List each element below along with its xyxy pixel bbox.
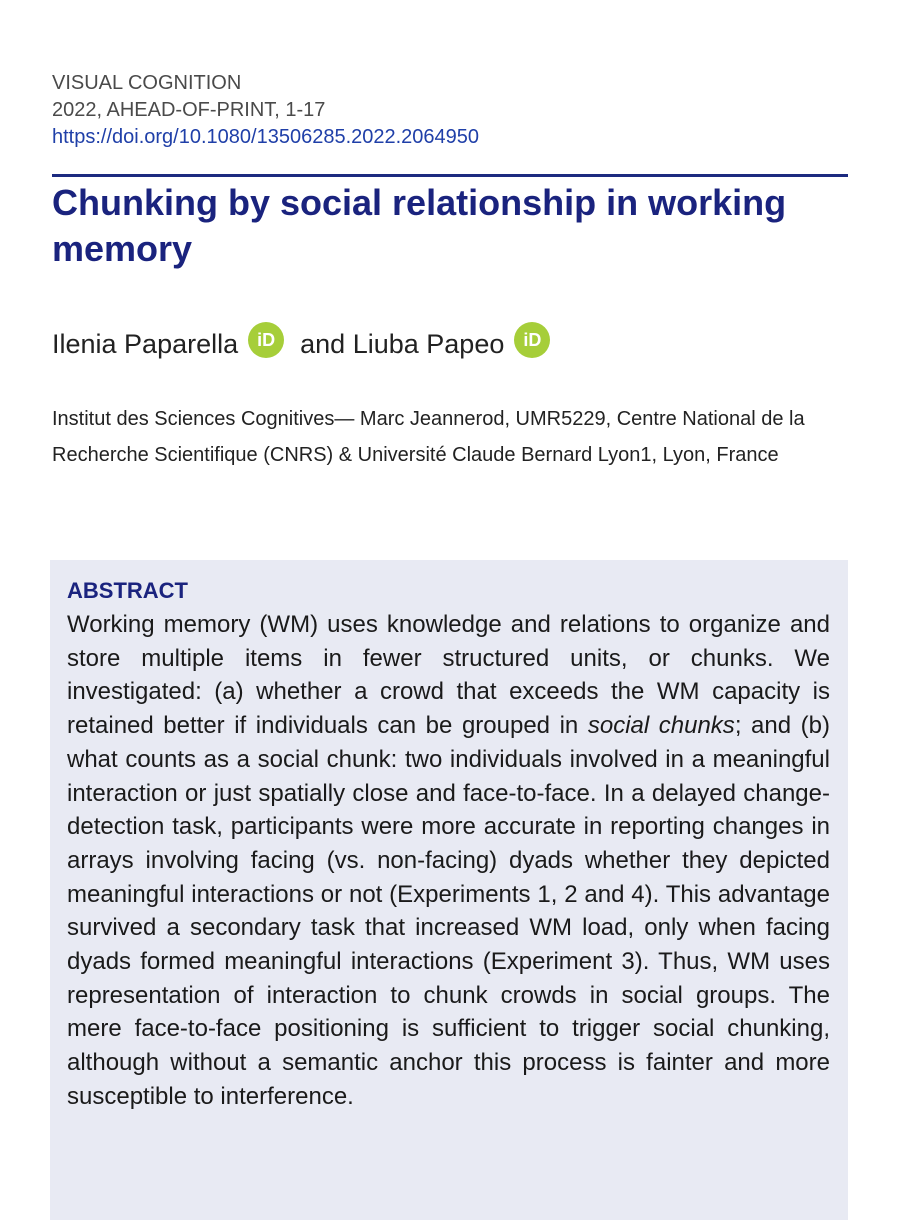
abstract-heading: ABSTRACT: [67, 578, 188, 603]
affiliation: Institut des Sciences Cognitives— Marc Jeannerod, UMR5229, Centre National de la Recherche Scientifique (CNRS) & Université Claude Bernard Lyon1, Lyon, France: [52, 408, 805, 466]
author-connector: and: [300, 329, 346, 359]
author-list: [52, 322, 550, 366]
abstract-text-part: Working memory (WM) uses knowledge and relations to organize and store multiple items in fewer structured units, or chunks. We investigated: (a) whether a crowd that exceeds the WM capacity is retained better if individuals can be grouped in: [67, 611, 830, 740]
author-name: Ilenia Paparella: [52, 329, 239, 359]
abstract-box: [50, 560, 848, 1220]
abstract-text-part: ; and (b) what counts as a social chunk: two individuals involved in a meaningful interaction or just spatially close and face-to-face. In a delayed change-detection task, participants were more accurate in reporting changes in arrays involving facing (vs. non-facing) dyads whether they depicted meaningful interactions or not (Experiments 1, 2 and 4). This advantage survived a secondary task that increased WM load, only when facing dyads formed meaningful interactions (Experiment 3). Thus, WM uses representation of interaction to chunk crowds in social groups. The mere face-to-face positioning is sufficient to trigger social chunking, although without a semantic anchor this process is fainter and more susceptible to interference.: [67, 712, 830, 1110]
header-rule: [52, 174, 848, 177]
journal-header: [52, 70, 479, 151]
doi-link[interactable]: https://doi.org/10.1080/13506285.2022.2064950: [52, 126, 480, 148]
journal-issue: 2022, AHEAD-OF-PRINT, 1-17: [52, 99, 326, 121]
journal-name: VISUAL COGNITION: [52, 72, 242, 94]
article-title: Chunking by social relationship in working memory: [52, 182, 787, 269]
author-name: Liuba Papeo: [352, 329, 505, 359]
abstract-text: [67, 608, 830, 1114]
abstract-emphasis: social chunks: [587, 712, 735, 740]
orcid-icon[interactable]: iD: [514, 322, 550, 358]
orcid-icon[interactable]: iD: [248, 322, 284, 358]
